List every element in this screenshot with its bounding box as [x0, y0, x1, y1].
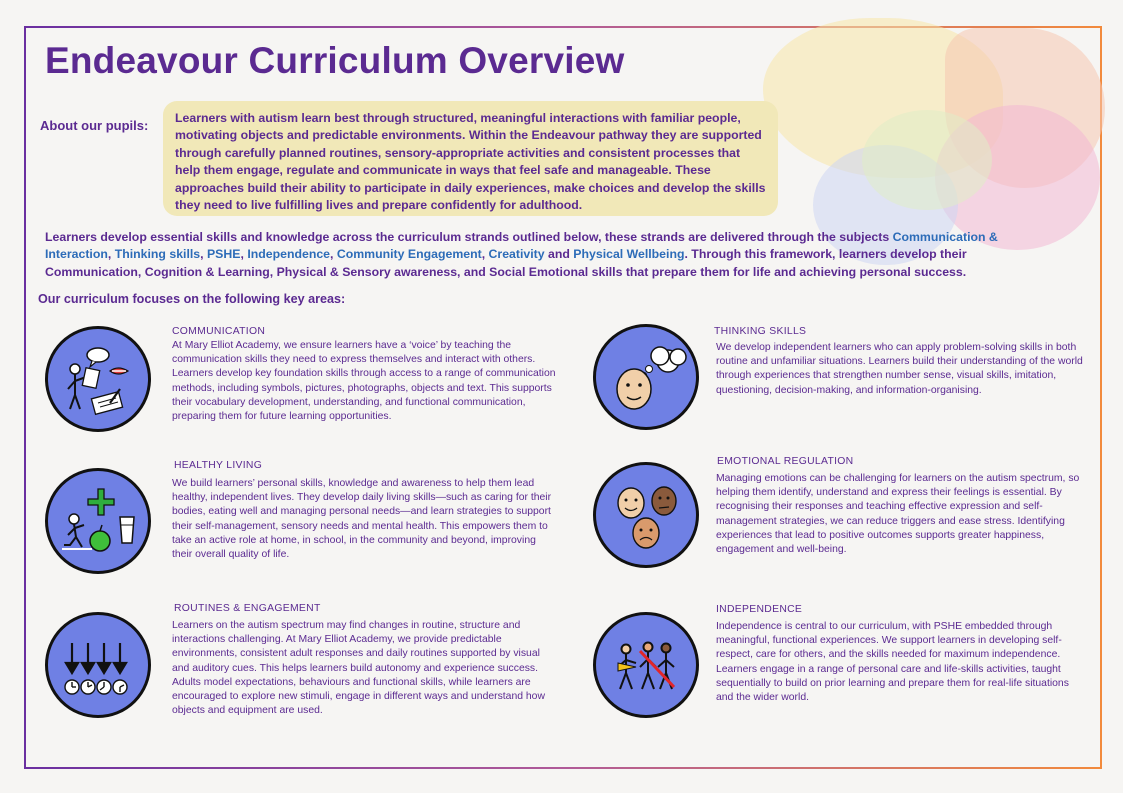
subject-physical: Physical Wellbeing — [573, 247, 685, 262]
healthy-living-text: We build learners’ personal skills, knowledge and awareness to help them lead healthy, independent lives. They develop daily living skills—such as caring for their bodies, eating well and managing personal needs—and learn strategies to support their self-management, sensory needs and mental health. This empowers them to take an active role at home, in school, in the community and beyond, improving their overall quality of life. — [172, 478, 552, 561]
communication-text: At Mary Elliot Academy, we ensure learners have a ‘voice’ by teaching the communication skills they need to express themselves and interact with others. Learners develop key foundation skills through access to a range of communication methods, including symbols, pictures, photographs, objects and text. This supports their vocabulary development, understanding, and functional communication, preparing them for future learning opportunities. — [172, 340, 556, 423]
separator: , — [240, 247, 248, 262]
routines-title: ROUTINES & ENGAGEMENT — [174, 603, 321, 614]
routines-text: Learners on the autism spectrum may find changes in routine, structure and interactions challenging. At Mary Elliot Academy, we provide predictable environments, consistent adult responses and daily routines supported by visual and auditory cues. This helps learners build autonomy and experience success. Adults model expectations, behaviours and functional skills, while learners are encouraged to explore new stimuli, engage in different ways and understand how objects and equipment are used. — [172, 620, 545, 717]
emotions-icon — [593, 462, 699, 568]
separator: , — [481, 247, 489, 262]
separator: and — [544, 247, 574, 262]
intro-lead: Learners develop essential skills and knowledge across the curriculum strands outlined below, these strands are delivered through the subjects — [45, 230, 893, 244]
emotional-regulation-title: EMOTIONAL REGULATION — [717, 456, 854, 467]
separator: , — [330, 247, 337, 262]
thinking-text: We develop independent learners who can apply problem-solving skills in both routine and unfamiliar situations. Learners build their understanding of the world through experiences that strengthen number sense, visual skills, imitation, questioning, decision-making, and information-organising. — [716, 342, 1083, 396]
page-title: Endeavour Curriculum Overview — [45, 40, 625, 81]
communication-title: COMMUNICATION — [172, 326, 266, 337]
subject-independence: Independence — [247, 247, 331, 262]
thinking-title: THINKING SKILLS — [714, 326, 807, 337]
independence-title: INDEPENDENCE — [716, 604, 803, 615]
subject-thinking: Thinking skills — [114, 247, 201, 262]
about-label: About our pupils: — [40, 118, 149, 133]
independence-text: Independence is central to our curriculum, with PSHE embedded through meaningful, functional experiences. We support learners in developing self-respect, care for others, and the skills needed for maximum independence. Learners engage in a range of personal care and life-skills activities, taught sequentially to build on prior learning and prepare them for real-life situations and the wider world. — [716, 621, 1069, 704]
separator: , — [200, 247, 207, 262]
focus-heading: Our curriculum focuses on the following key areas: — [38, 292, 346, 306]
subject-creativity: Creativity — [488, 247, 545, 262]
routine-icon — [45, 612, 151, 718]
healthy-living-title: HEALTHY LIVING — [174, 460, 263, 471]
communication-icon — [45, 326, 151, 432]
independence-icon — [593, 612, 699, 718]
about-text: Learners with autism learn best through structured, meaningful interactions with familiar people, motivating objects and predictable environments. Within the Endeavour pathway they are supported through carefully planned routines, sensory-appropriate activities and consistent processes that help them engage, regulate and communicate in ways that feel safe and manageable. These approaches build their ability to participate in daily experiences, make choices and develop the skills they need to live fulfilling lives and prepare confidently for adulthood. — [163, 101, 778, 216]
decorative-blob — [862, 110, 992, 210]
healthy-living-icon — [45, 468, 151, 574]
intro-tail: . Through this framework, learners develop their Communication, Cognition & Learning, Physical & Sensory awareness, and Social Emotional skills that prepare them for life and achieving personal success. — [45, 247, 967, 279]
emotional-regulation-text: Managing emotions can be challenging for learners on the autism spectrum, so helping them identify, understand and express their feelings is essential. By recognising their responses and teaching effective expression and self-management strategies, we can reduce triggers and ease stress. Identifying experiences that lead to positive outcomes supports greater happiness, engagement and well-being. — [716, 473, 1080, 556]
intro-paragraph — [45, 229, 1000, 281]
thinking-icon — [593, 324, 699, 430]
subject-communication: Communication & Interaction — [45, 230, 998, 262]
subject-pshe: PSHE — [206, 247, 241, 262]
subject-community: Community Engagement — [336, 247, 482, 262]
separator: , — [107, 247, 115, 262]
